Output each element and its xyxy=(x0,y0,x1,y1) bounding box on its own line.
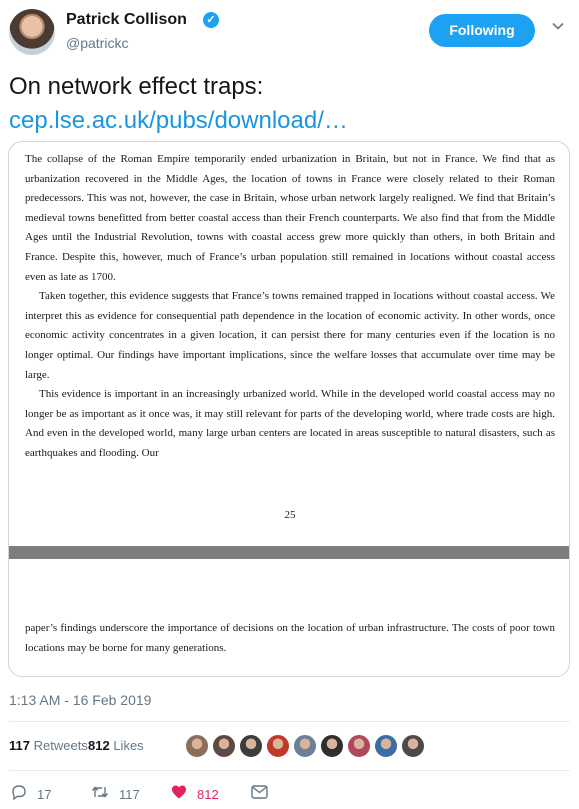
page-number: 25 xyxy=(284,509,296,521)
document-page-text-2 xyxy=(25,619,555,658)
reply-icon xyxy=(11,784,27,805)
tweet-stats xyxy=(9,730,570,762)
divider xyxy=(9,770,570,771)
document-image[interactable] xyxy=(8,141,570,677)
liker-avatar[interactable] xyxy=(401,734,425,758)
retweet-button[interactable] xyxy=(91,781,140,807)
document-paragraph-4: paper’s findings underscore the importance of decisions on the location of urban infrastructure. The costs of poor town locations may be borne for many generations. xyxy=(25,622,555,654)
retweets-label: Retweets xyxy=(33,738,88,753)
tweet-header xyxy=(0,0,579,62)
document-paragraph-3: This evidence is important in an increasingly urbanized world. While in the developed world coastal access may no longer be as important as it once was, it may still relevant for parts of the developing world, where trade costs are high. And even in the developed world, many large urban centers are located in areas susceptible to natural disasters, such as earthquakes and flooding. Our xyxy=(25,388,555,459)
document-page-text xyxy=(25,150,555,464)
retweet-count: 117 xyxy=(119,786,140,802)
message-icon xyxy=(251,785,268,804)
liker-avatar[interactable] xyxy=(239,734,263,758)
verified-badge-icon: ✓ xyxy=(203,12,219,28)
reply-count: 17 xyxy=(37,786,52,802)
tweet-actions xyxy=(9,781,570,807)
chevron-down-icon[interactable] xyxy=(552,20,564,32)
author-name[interactable]: Patrick Collison xyxy=(66,11,187,28)
liker-avatar[interactable] xyxy=(347,734,371,758)
tweet-text: On network effect traps: xyxy=(9,73,264,100)
liker-avatar[interactable] xyxy=(212,734,236,758)
likes-label: Likes xyxy=(113,738,144,753)
liker-avatar[interactable] xyxy=(320,734,344,758)
direct-message-button[interactable] xyxy=(251,781,278,807)
avatar[interactable] xyxy=(9,9,55,55)
document-paragraph-2: Taken together, this evidence suggests that France’s towns remained trapped in locations without coastal access. We interpret this as evidence for consequential path dependence in the location of economic activity. In other words, once economic activity concentrates in a given location, it can persist there for many centuries even if the location is no longer optimal. Our findings have important implications, since the welfare losses that accumulate over time may be large. xyxy=(25,290,555,381)
liker-avatar[interactable] xyxy=(374,734,398,758)
liker-avatar[interactable] xyxy=(266,734,290,758)
retweets-stat[interactable] xyxy=(9,738,88,753)
tweet-timestamp[interactable]: 1:13 AM - 16 Feb 2019 xyxy=(9,692,152,708)
retweets-count: 117 xyxy=(9,738,30,753)
author-handle[interactable]: @patrickc xyxy=(66,35,129,51)
divider xyxy=(9,721,570,722)
like-button[interactable] xyxy=(171,781,219,807)
likes-count: 812 xyxy=(88,738,110,753)
page-separator xyxy=(9,546,570,559)
following-button[interactable]: Following xyxy=(429,14,535,47)
likes-stat[interactable] xyxy=(88,738,144,753)
reply-button[interactable] xyxy=(11,781,51,807)
heart-icon xyxy=(171,784,187,805)
like-count: 812 xyxy=(197,786,219,802)
liker-avatar[interactable] xyxy=(293,734,317,758)
document-paragraph-1: The collapse of the Roman Empire temporarily ended urbanization in Britain, but not in France. We find that as urbanization recovered in the Middle Ages, the location of towns in France were closely related to their Roman predecessors. This was not, however, the case in Britain, whose urban network largely realigned. We find that Britain’s medieval towns benefitted from better coastal access than their French counterparts. We also find that from the Middle Ages until the Industrial Revolution, towns with coastal access grew more quickly than others, in both Britain and France. Despite this, however, much of France’s urban population still remained in locations without coastal access even as late as 1700. xyxy=(25,153,555,283)
tweet-link[interactable]: cep.lse.ac.uk/pubs/download/… xyxy=(9,107,348,134)
liker-avatar[interactable] xyxy=(185,734,209,758)
retweet-icon xyxy=(91,784,109,805)
